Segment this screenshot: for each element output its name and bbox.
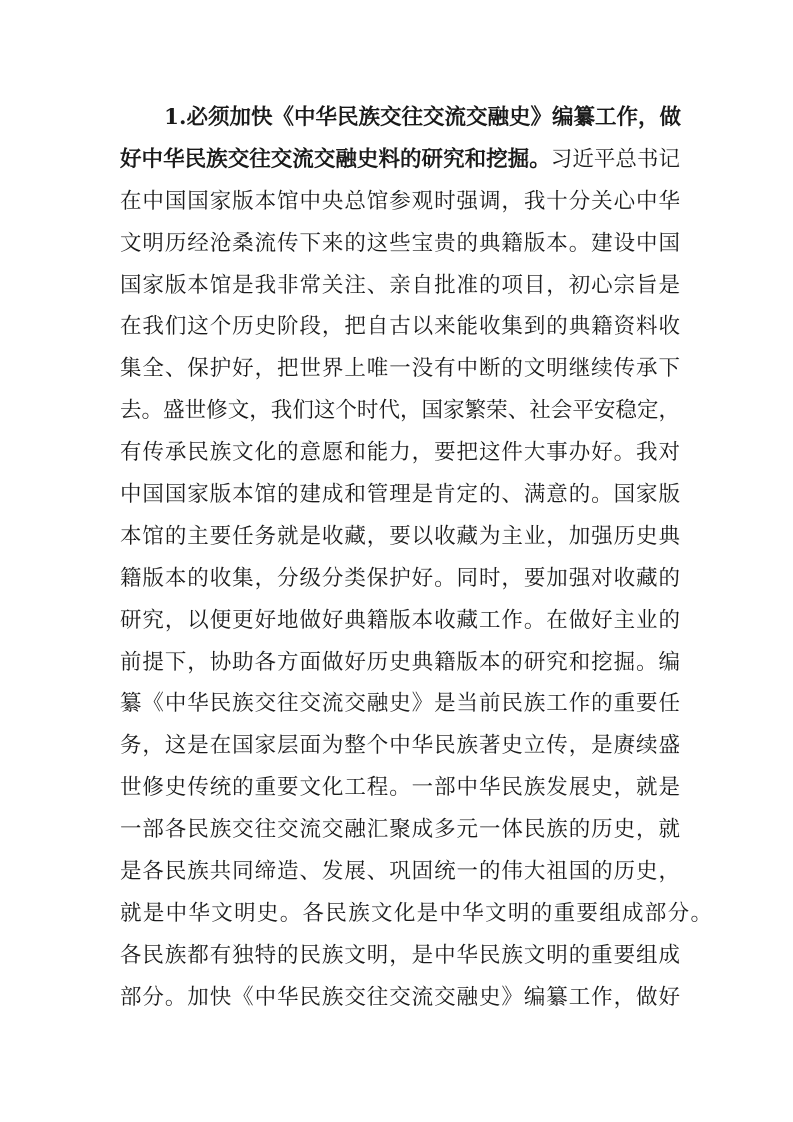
paragraph-line: 籍版本的收集，分级分类保护好。同时，要加强对收藏的 bbox=[120, 565, 680, 591]
paragraph-line: 是各民族共同缔造、发展、巩固统一的伟大祖国的历史， bbox=[120, 859, 680, 885]
section-heading-line: 1.必须加快《中华民族交往交流交融史》编纂工作，做 bbox=[164, 105, 681, 130]
paragraph-text: 习近平总书记 bbox=[550, 146, 680, 172]
paragraph-line: 前提下，协助各方面做好历史典籍版本的研究和挖掘。编 bbox=[120, 649, 680, 675]
paragraph-line: 一部各民族交往交流交融汇聚成多元一体民族的历史，就 bbox=[120, 817, 680, 843]
paragraph-line: 文明历经沧桑流传下来的这些宝贵的典籍版本。建设中国 bbox=[120, 230, 680, 256]
paragraph-line: 就是中华文明史。各民族文化是中华文明的重要组成部分。 bbox=[120, 900, 712, 926]
section-heading-line bbox=[120, 139, 680, 181]
paragraph-line: 中国国家版本馆的建成和管理是肯定的、满意的。国家版 bbox=[120, 482, 680, 508]
paragraph-line: 集全、保护好，把世界上唯一没有中断的文明继续传承下 bbox=[120, 356, 680, 382]
paragraph-line: 国家版本馆是我非常关注、亲自批准的项目，初心宗旨是 bbox=[120, 272, 680, 298]
paragraph-line: 部分。加快《中华民族交往交流交融史》编纂工作，做好 bbox=[120, 984, 680, 1010]
paragraph-line: 在我们这个历史阶段，把自古以来能收集到的典籍资料收 bbox=[120, 314, 680, 340]
paragraph-line: 纂《中华民族交往交流交融史》是当前民族工作的重要任 bbox=[120, 691, 680, 717]
heading-bold-text: 好中华民族交往交流交融史料的研究和挖掘。 bbox=[120, 146, 551, 172]
paragraph-line: 本馆的主要任务就是收藏，要以收藏为主业，加强历史典 bbox=[120, 523, 680, 549]
paragraph-line: 有传承民族文化的意愿和能力，要把这件大事办好。我对 bbox=[120, 440, 680, 466]
paragraph-line: 研究，以便更好地做好典籍版本收藏工作。在做好主业的 bbox=[120, 607, 680, 633]
document-body bbox=[120, 97, 712, 1019]
paragraph-line: 各民族都有独特的民族文明，是中华民族文明的重要组成 bbox=[120, 942, 680, 968]
paragraph-line: 世修史传统的重要文化工程。一部中华民族发展史，就是 bbox=[120, 775, 680, 801]
paragraph-line: 在中国国家版本馆中央总馆参观时强调，我十分关心中华 bbox=[120, 188, 680, 214]
paragraph-line: 去。盛世修文，我们这个时代，国家繁荣、社会平安稳定， bbox=[120, 398, 680, 424]
paragraph-line: 务，这是在国家层面为整个中华民族著史立传，是赓续盛 bbox=[120, 733, 680, 759]
